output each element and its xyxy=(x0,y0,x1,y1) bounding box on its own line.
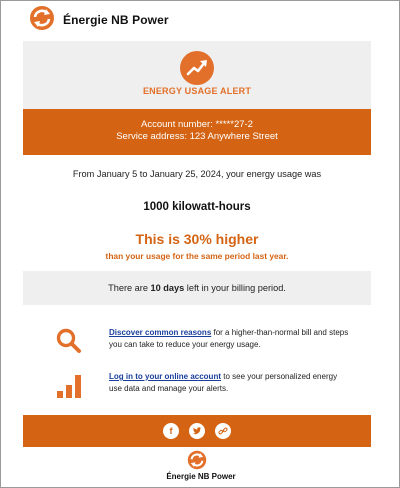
brand-name: Énergie NB Power xyxy=(63,13,169,27)
footer-logo[interactable] xyxy=(151,448,271,484)
resource-desc: for a higher-than-normal bill and steps you can take to reduce your energy usage. xyxy=(109,328,349,349)
facebook-icon[interactable]: f xyxy=(163,423,179,439)
billing-days: 10 days xyxy=(150,283,185,293)
resource-item-account xyxy=(23,371,371,407)
usage-amount: 1000 kilowatt-hours xyxy=(143,201,251,213)
resource-text-account xyxy=(109,371,349,395)
alert-title: ENERGY USAGE ALERT xyxy=(142,86,252,96)
usage-section xyxy=(23,155,371,271)
header-logo[interactable] xyxy=(29,6,169,34)
alert-card xyxy=(23,41,371,447)
resource-item-reasons xyxy=(23,327,371,363)
account-number: Account number: *****27-2 xyxy=(141,119,253,130)
billing-suffix: left in your billing period. xyxy=(184,283,286,293)
resource-desc: to see your personalized energy use data and manage your alerts. xyxy=(109,372,338,393)
trend-up-arrow-icon xyxy=(179,50,215,86)
recycle-arrows-icon xyxy=(29,5,55,36)
twitter-icon[interactable] xyxy=(189,423,205,439)
footer-brand-name: Énergie NB Power xyxy=(166,472,236,481)
magnifier-icon xyxy=(55,327,83,355)
service-address: Service address: 123 Anywhere Street xyxy=(116,131,278,142)
discover-reasons-link[interactable]: Discover common reasons xyxy=(109,328,212,337)
usage-comparison: This is 30% higher xyxy=(135,231,259,247)
bar-chart-icon xyxy=(55,371,83,399)
billing-prefix: There are xyxy=(108,283,151,293)
resource-text-reasons xyxy=(109,327,349,351)
usage-period-text: From January 5 to January 25, 2024, your energy usage was xyxy=(72,169,322,179)
alert-header xyxy=(23,41,371,109)
footer-social-band xyxy=(23,415,371,447)
account-info-band xyxy=(23,109,371,155)
online-account-link[interactable]: Log in to your online account xyxy=(109,372,221,381)
billing-days-remaining xyxy=(23,271,371,305)
usage-comparison-sub: than your usage for the same period last year. xyxy=(105,251,289,261)
resources-section xyxy=(23,305,371,415)
link-icon[interactable] xyxy=(215,423,231,439)
